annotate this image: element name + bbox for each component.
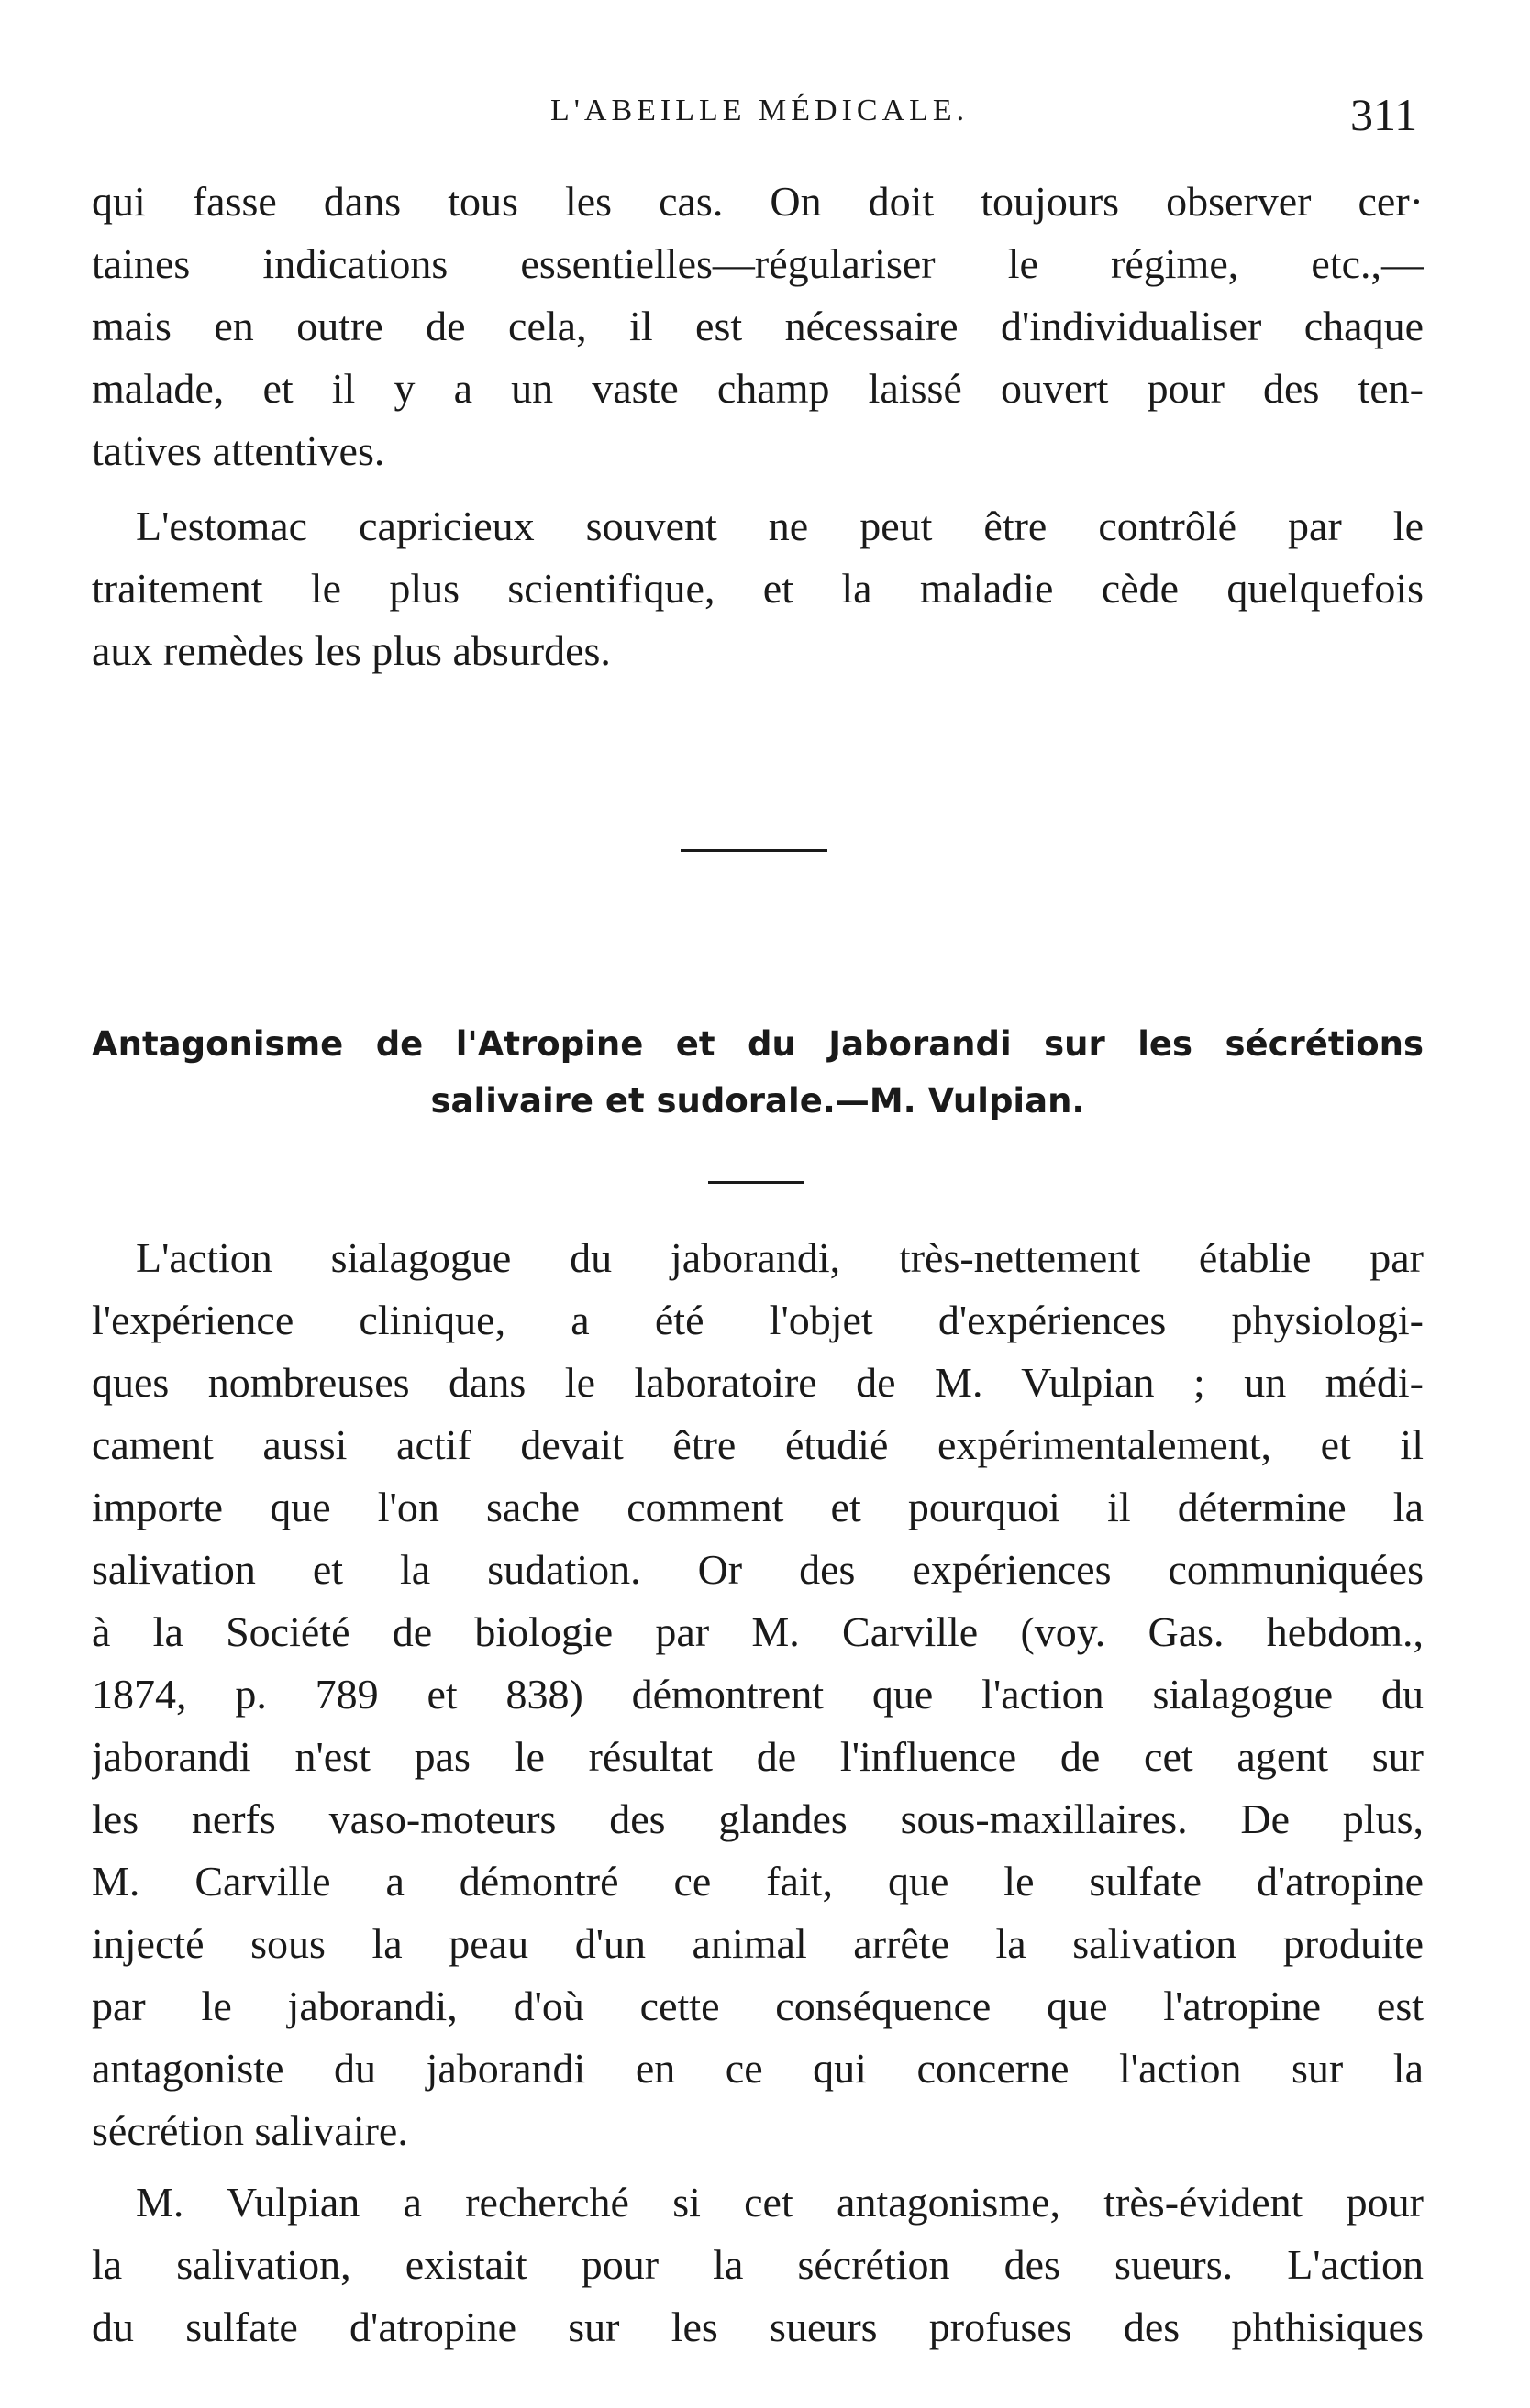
- article-paragraph-1: [92, 1227, 1424, 2162]
- text-line: 1874, p. 789 et 838) démontrent que l'action sialagogue du: [92, 1671, 1424, 1718]
- text-line: L'action sialagogue du jaborandi, très-nettement établie par: [136, 1234, 1424, 1281]
- text-line: M. Vulpian a recherché si cet antagonisme, très-évident pour: [136, 2179, 1424, 2226]
- text-line: injecté sous la peau d'un animal arrête la salivation produite: [92, 1920, 1424, 1967]
- text-line: salivation et la sudation. Or des expériences communiquées: [92, 1546, 1424, 1593]
- text-line: à la Société de biologie par M. Carville (voy. Gas. hebdom.,: [92, 1608, 1424, 1655]
- article-heading: [92, 1016, 1424, 1130]
- text-line: traitement le plus scientifique, et la maladie cède quelquefois: [92, 565, 1424, 612]
- text-line: antagoniste du jaborandi en ce qui concerne l'action sur la: [92, 2045, 1424, 2092]
- section-divider: [681, 849, 827, 852]
- text-line: sécrétion salivaire.: [92, 2107, 408, 2154]
- text-line: M. Carville a démontré ce fait, que le sulfate d'atropine: [92, 1858, 1424, 1905]
- text-line: tatives attentives.: [92, 427, 385, 474]
- text-line: importe que l'on sache comment et pourquoi il détermine la: [92, 1484, 1424, 1530]
- text-line: mais en outre de cela, il est nécessaire d'individualiser chaque: [92, 303, 1424, 349]
- running-header: [0, 88, 1530, 143]
- text-line: malade, et il y a un vaste champ laissé ouvert pour des ten-: [92, 365, 1424, 412]
- text-line: du sulfate d'atropine sur les sueurs profuses des phthisiques: [92, 2303, 1424, 2350]
- paragraph-estomac: [92, 495, 1424, 682]
- text-line: jaborandi n'est pas le résultat de l'influence de cet agent sur: [92, 1733, 1424, 1780]
- page-number: 311: [1350, 89, 1418, 140]
- text-line: cament aussi actif devait être étudié expérimentalement, et il: [92, 1421, 1424, 1468]
- heading-line: Antagonisme de l'Atropine et du Jaborandi sur les sécrétions: [92, 1024, 1424, 1064]
- paragraph-continuation: [92, 171, 1424, 482]
- text-line: aux remèdes les plus absurdes.: [92, 627, 611, 674]
- text-line: la salivation, existait pour la sécrétion des sueurs. L'action: [92, 2241, 1424, 2288]
- text-line: ques nombreuses dans le laboratoire de M. Vulpian ; un médi-: [92, 1359, 1424, 1406]
- article-paragraph-2: [92, 2171, 1424, 2358]
- heading-line: salivaire et sudorale.—M. Vulpian.: [430, 1081, 1085, 1121]
- text-line: qui fasse dans tous les cas. On doit toujours observer cer·: [92, 178, 1424, 225]
- text-line: L'estomac capricieux souvent ne peut être contrôlé par le: [136, 503, 1424, 549]
- text-line: l'expérience clinique, a été l'objet d'expériences physiologi-: [92, 1297, 1424, 1343]
- text-line: taines indications essentielles—régulariser le régime, etc.,—: [92, 240, 1424, 287]
- text-line: les nerfs vaso-moteurs des glandes sous-maxillaires. De plus,: [92, 1795, 1424, 1842]
- text-line: par le jaborandi, d'où cette conséquence que l'atropine est: [92, 1983, 1424, 2029]
- heading-divider: [708, 1181, 804, 1184]
- journal-title: L'ABEILLE MÉDICALE.: [550, 94, 970, 127]
